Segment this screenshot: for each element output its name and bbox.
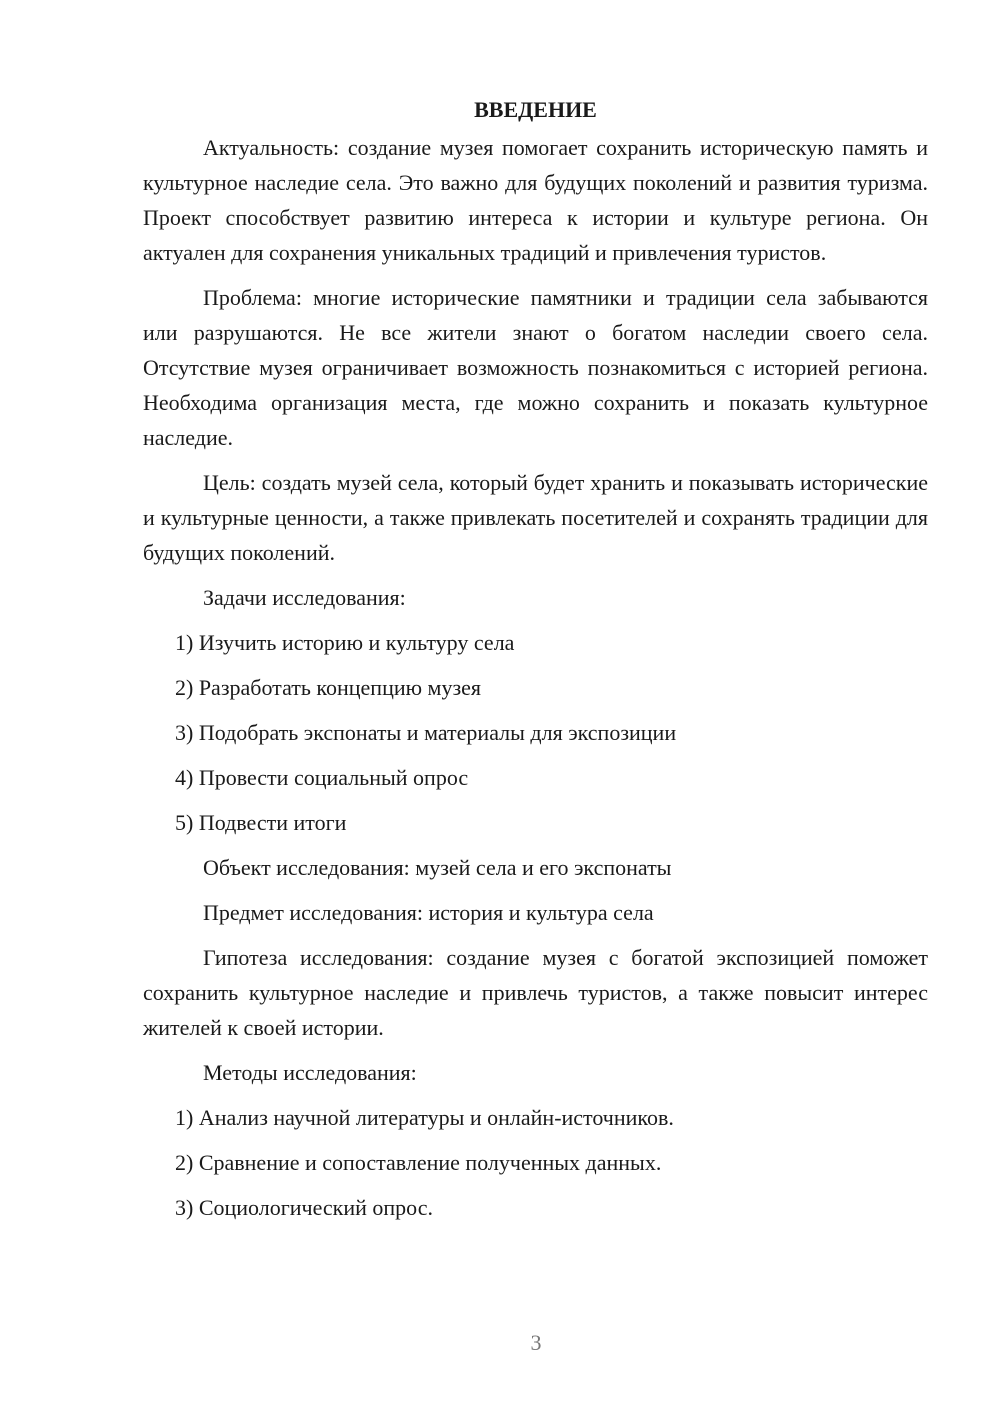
problem-paragraph: Проблема: многие исторические памятники и традиции села забываются или разрушаются. Не все жители знают о богатом наследии своего села. Отсутствие музея ограничивает возможность познакомиться с историей региона. Необходима организация места, где можно сохранить и показать культурное наследие.	[143, 285, 928, 450]
list-item: 2) Сравнение и сопоставление полученных данных.	[175, 1150, 662, 1175]
tasks-list	[143, 625, 928, 840]
list-item: 4) Провести социальный опрос	[175, 765, 469, 790]
relevance-paragraph: Актуальность: создание музея помогает сохранить историческую память и культурное наследие села. Это важно для будущих поколений и развития туризма. Проект способствует развитию интереса к истории и культуре региона. Он актуален для сохранения уникальных традиций и привлечения туристов.	[143, 135, 928, 265]
list-item: 3) Подобрать экспонаты и материалы для экспозиции	[175, 720, 677, 745]
subject-paragraph: Предмет исследования: история и культура села	[203, 900, 654, 925]
methods-list	[143, 1100, 928, 1225]
page-number: 3	[530, 1330, 542, 1355]
hypothesis-paragraph: Гипотеза исследования: создание музея с богатой экспозицией поможет сохранить культурное наследие и привлечь туристов, а также повысит интерес жителей к своей истории.	[143, 945, 928, 1040]
list-item: 5) Подвести итоги	[175, 810, 347, 835]
list-item: 2) Разработать концепцию музея	[175, 675, 482, 700]
list-item: 3) Социологический опрос.	[175, 1195, 433, 1220]
page-title: ВВЕДЕНИЕ	[474, 97, 597, 122]
document-page	[143, 90, 928, 1235]
list-item: 1) Анализ научной литературы и онлайн-источников.	[175, 1105, 674, 1130]
methods-heading: Методы исследования:	[203, 1060, 417, 1085]
tasks-heading: Задачи исследования:	[203, 585, 406, 610]
object-paragraph: Объект исследования: музей села и его экспонаты	[203, 855, 672, 880]
goal-paragraph: Цель: создать музей села, который будет хранить и показывать исторические и культурные ценности, а также привлекать посетителей и сохранять традиции для будущих поколений.	[143, 470, 928, 565]
list-item: 1) Изучить историю и культуру села	[175, 630, 515, 655]
